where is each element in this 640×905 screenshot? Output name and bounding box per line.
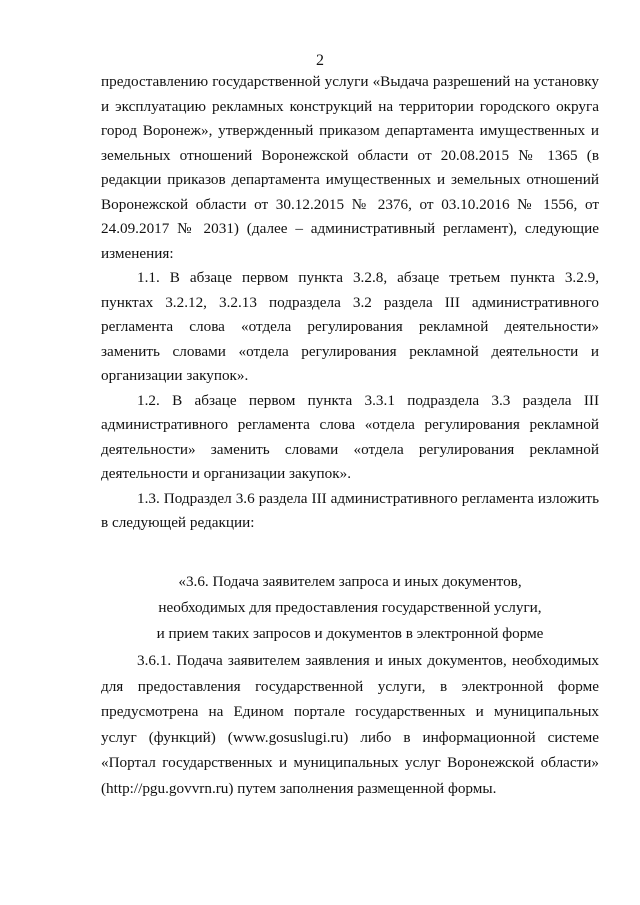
paragraph-1-2: 1.2. В абзаце первом пункта 3.3.1 подраздела 3.3 раздела III административного регламента слова «отдела регулирования рекламной деятельности» заменить словами «отдела регулирования рекламной деятельности и организации закупок». xyxy=(101,391,599,482)
paragraph-1-1: 1.1. В абзаце первом пункта 3.2.8, абзаце третьем пункта 3.2.9, пунктах 3.2.12, 3.2.13 подраздела 3.2 раздела III административного регламента слова «отдела регулирования рекламной деятельности» заменить словами «отдела регулирования рекламной деятельности и организации закупок». xyxy=(101,269,599,384)
paragraph-3-6-1: 3.6.1. Подача заявителем заявления и иных документов, необходимых для предоставления государственной услуги, в электронной форме предусмотрена на Едином портале государственных и муниципальных услуг (функций) (www.gosuslugi.ru) либо в информационной системе «Портал государственных и муниципальных услуг Воронежской области» (http://pgu.govvrn.ru) путем заполнения размещенной формы. xyxy=(101,652,599,797)
page-number: 2 xyxy=(316,52,324,69)
section-heading xyxy=(101,569,599,647)
document-body-continued xyxy=(101,648,599,801)
document-body xyxy=(101,70,599,536)
section-heading-line-1: «3.6. Подача заявителем запроса и иных документов, xyxy=(178,573,522,590)
paragraph-1-3: 1.3. Подраздел 3.6 раздела III административного регламента изложить в следующей редакции: xyxy=(101,489,599,531)
paragraph-continuation: предоставлению государственной услуги «Выдача разрешений на установку и эксплуатацию рекламных конструкций на территории городского округа город Воронеж», утвержденный приказом департамента имущественных и земельных отношений Воронежской области от 20.08.2015 № 1365 (в редакции приказов департамента имущественных и земельных отношений Воронежской области от 30.12.2015 № 2376, от 03.10.2016 № 1556, от 24.09.2017 № 2031) (далее – административный регламент), следующие изменения: xyxy=(101,73,599,262)
section-heading-line-2: необходимых для предоставления государственной услуги, xyxy=(158,599,542,616)
section-heading-line-3: и прием таких запросов и документов в электронной форме xyxy=(156,625,544,642)
